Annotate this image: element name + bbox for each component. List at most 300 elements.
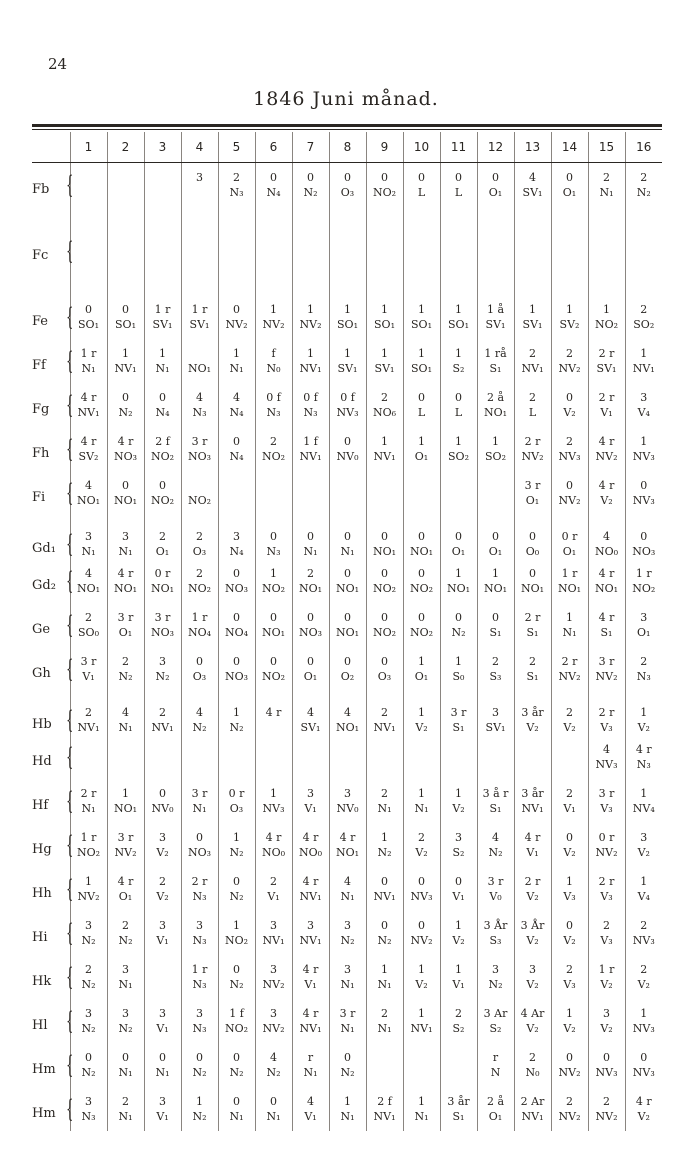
wind-value: NV₃ bbox=[595, 757, 618, 771]
cloud-value: 1 r bbox=[154, 302, 171, 316]
observation-cell bbox=[144, 823, 181, 867]
wind-value bbox=[515, 757, 551, 772]
table-row bbox=[32, 1043, 662, 1087]
wind-value: NV₁ bbox=[299, 1021, 322, 1035]
cloud-value: 1 bbox=[418, 302, 425, 316]
cloud-value: 2 r bbox=[561, 654, 578, 668]
cloud-value: 0 bbox=[418, 918, 425, 932]
observation-cell bbox=[70, 163, 107, 207]
wind-value: N₁ bbox=[377, 1021, 392, 1035]
day-header-16: 16 bbox=[625, 132, 662, 163]
cloud-value: 1 bbox=[159, 346, 166, 360]
observation-cell bbox=[218, 867, 255, 911]
observation-cell bbox=[514, 339, 551, 383]
wind-value: N₁ bbox=[118, 1109, 133, 1123]
observation-cell bbox=[625, 383, 662, 427]
wind-value: V₂ bbox=[600, 977, 613, 991]
observation-cell bbox=[181, 647, 218, 691]
cloud-value: 1 bbox=[381, 434, 388, 448]
observation-cell bbox=[292, 1087, 329, 1131]
observation-cell bbox=[329, 647, 366, 691]
wind-value: NO₂ bbox=[187, 581, 212, 595]
cloud-value: 2 f bbox=[377, 1094, 392, 1108]
cloud-value: 3 r bbox=[191, 786, 208, 800]
row-label-cell bbox=[32, 1087, 74, 1131]
observation-cell bbox=[144, 691, 181, 735]
cloud-value: 1 bbox=[455, 962, 462, 976]
observation-cell bbox=[514, 1043, 551, 1087]
wind-value: N₄ bbox=[229, 405, 244, 419]
wind-value: N₁ bbox=[414, 1109, 429, 1123]
cloud-value: 0 bbox=[233, 302, 240, 316]
cloud-value: 0 bbox=[455, 610, 462, 624]
observation-cell bbox=[181, 559, 218, 603]
observation-cell bbox=[292, 779, 329, 823]
observation-cell bbox=[366, 339, 403, 383]
wind-value: NV₂ bbox=[225, 317, 248, 331]
observation-cell bbox=[107, 735, 144, 779]
station-label: Hb bbox=[32, 716, 52, 732]
observation-cell bbox=[625, 339, 662, 383]
observation-cell bbox=[255, 691, 292, 735]
observation-cell bbox=[403, 163, 440, 207]
observation-cell bbox=[218, 999, 255, 1043]
wind-value: V₂ bbox=[526, 977, 539, 991]
cloud-value: 2 bbox=[529, 1050, 536, 1064]
observation-cell bbox=[107, 471, 144, 515]
wind-value: NV₁ bbox=[299, 449, 322, 463]
observation-cell bbox=[181, 691, 218, 735]
observation-cell bbox=[218, 647, 255, 691]
wind-value: V₂ bbox=[526, 933, 539, 947]
wind-value: V₂ bbox=[415, 720, 428, 734]
wind-value: V₁ bbox=[304, 977, 317, 991]
observation-cell bbox=[255, 427, 292, 471]
observation-cell bbox=[292, 603, 329, 647]
observation-cell bbox=[551, 691, 588, 735]
observation-cell bbox=[107, 339, 144, 383]
cloud-value: 2 bbox=[640, 170, 648, 184]
wind-value: NV₂ bbox=[262, 317, 285, 331]
cloud-value: 4 r bbox=[302, 1006, 319, 1020]
station-label: Ff bbox=[32, 357, 46, 373]
wind-value: NV₂ bbox=[558, 1109, 581, 1123]
wind-value: S₁ bbox=[489, 361, 502, 375]
wind-value: NV₂ bbox=[558, 669, 581, 683]
wind-value bbox=[552, 757, 588, 772]
cloud-value: 0 bbox=[566, 390, 573, 404]
wind-value: NO₂ bbox=[224, 1021, 249, 1035]
observation-cell bbox=[625, 999, 662, 1043]
observation-cell bbox=[329, 339, 366, 383]
day-header-5: 5 bbox=[218, 132, 255, 163]
row-label-cell bbox=[32, 1043, 74, 1087]
cloud-value bbox=[145, 236, 181, 251]
observation-cell bbox=[218, 955, 255, 999]
wind-value: NV₀ bbox=[336, 801, 359, 815]
observation-cell bbox=[255, 1087, 292, 1131]
cloud-value: 4 r bbox=[265, 705, 282, 719]
observation-cell bbox=[440, 779, 477, 823]
wind-value: V₃ bbox=[563, 977, 576, 991]
observation-cell bbox=[551, 339, 588, 383]
observation-cell bbox=[107, 295, 144, 339]
wind-value: S₀ bbox=[452, 669, 465, 683]
cloud-value: 2 r bbox=[80, 786, 97, 800]
observation-cell bbox=[107, 163, 144, 207]
wind-value: N₂ bbox=[266, 1065, 281, 1079]
table-row bbox=[32, 867, 662, 911]
wind-value: S₂ bbox=[489, 1021, 502, 1035]
cloud-value: 0 f bbox=[266, 390, 281, 404]
cloud-value: 0 bbox=[122, 478, 129, 492]
cloud-value: r bbox=[307, 1050, 314, 1064]
observation-cell bbox=[255, 603, 292, 647]
wind-value bbox=[404, 757, 440, 772]
wind-value: N bbox=[490, 1065, 501, 1079]
cloud-value: 3 bbox=[640, 610, 648, 624]
cloud-value bbox=[293, 236, 329, 251]
brace-icon: { bbox=[66, 390, 74, 419]
wind-value: S₁ bbox=[600, 625, 613, 639]
observation-cell bbox=[292, 823, 329, 867]
row-label-cell bbox=[32, 999, 74, 1043]
cloud-value: 4 bbox=[344, 705, 351, 719]
observation-cell bbox=[440, 735, 477, 779]
cloud-value bbox=[293, 742, 329, 757]
wind-value: NV₀ bbox=[151, 801, 174, 815]
wind-value: O₃ bbox=[229, 801, 244, 815]
observation-cell bbox=[551, 647, 588, 691]
wind-value: N₁ bbox=[377, 977, 392, 991]
cloud-value: 4 r bbox=[117, 566, 134, 580]
observation-cell bbox=[255, 163, 292, 207]
cloud-value: 3 r bbox=[117, 610, 134, 624]
observation-cell bbox=[366, 427, 403, 471]
wind-value: N₂ bbox=[229, 1065, 244, 1079]
row-label-cell bbox=[32, 911, 74, 955]
observation-cell bbox=[218, 559, 255, 603]
row-label-cell bbox=[32, 559, 74, 603]
cloud-value: 1 r bbox=[561, 566, 578, 580]
table-row bbox=[32, 207, 662, 295]
cloud-value bbox=[367, 742, 403, 757]
brace-icon: { bbox=[66, 302, 74, 331]
cloud-value: 1 bbox=[122, 786, 129, 800]
cloud-value: 1 bbox=[640, 434, 648, 448]
observation-cell bbox=[329, 735, 366, 779]
cloud-value: 3 bbox=[344, 786, 351, 800]
observation-cell bbox=[514, 427, 551, 471]
observation-cell bbox=[292, 515, 329, 559]
observation-cell bbox=[329, 911, 366, 955]
observation-cell bbox=[440, 427, 477, 471]
wind-value: NV₁ bbox=[521, 801, 544, 815]
observation-cell bbox=[366, 383, 403, 427]
wind-value: NV₁ bbox=[373, 889, 396, 903]
cloud-value: 3 å r bbox=[482, 786, 509, 800]
wind-value: V₂ bbox=[526, 720, 539, 734]
cloud-value: 3 år bbox=[521, 705, 544, 719]
wind-value bbox=[478, 251, 514, 266]
wind-value: SV₁ bbox=[596, 361, 617, 375]
cloud-value: 0 bbox=[196, 830, 203, 844]
cloud-value: 0 bbox=[344, 610, 351, 624]
cloud-value: 3 r bbox=[191, 434, 208, 448]
observation-cell bbox=[440, 515, 477, 559]
cloud-value: 0 bbox=[233, 962, 240, 976]
cloud-value: 1 r bbox=[598, 962, 615, 976]
wind-value: V₄ bbox=[637, 405, 650, 419]
wind-value: N₁ bbox=[155, 361, 170, 375]
station-label: Fc bbox=[32, 247, 49, 263]
wind-value: O₁ bbox=[488, 1109, 503, 1123]
cloud-value bbox=[108, 170, 144, 185]
observation-cell bbox=[551, 471, 588, 515]
cloud-value: 1 bbox=[418, 1006, 425, 1020]
cloud-value: 1 bbox=[640, 874, 648, 888]
observation-cell bbox=[514, 163, 551, 207]
wind-value: N₂ bbox=[118, 669, 133, 683]
wind-value: NO₁ bbox=[187, 361, 212, 375]
wind-value bbox=[552, 251, 588, 266]
observation-cell bbox=[625, 691, 662, 735]
cloud-value: 3 bbox=[85, 918, 92, 932]
observation-cell bbox=[181, 339, 218, 383]
wind-value bbox=[71, 757, 107, 772]
cloud-value: 3 bbox=[603, 1006, 610, 1020]
cloud-value bbox=[515, 742, 551, 757]
cloud-value: 1 bbox=[270, 302, 277, 316]
cloud-value: 0 bbox=[233, 1050, 240, 1064]
observation-cell bbox=[403, 383, 440, 427]
cloud-value: 4 r bbox=[302, 830, 319, 844]
cloud-value: 4 bbox=[529, 170, 536, 184]
wind-value: S₁ bbox=[452, 1109, 465, 1123]
cloud-value: 3 r bbox=[450, 705, 467, 719]
wind-value: O₁ bbox=[562, 544, 577, 558]
station-label: Fg bbox=[32, 401, 50, 417]
wind-value: NO₂ bbox=[261, 449, 286, 463]
observation-cell bbox=[477, 515, 514, 559]
wind-value: V₁ bbox=[452, 889, 465, 903]
cloud-value bbox=[552, 236, 588, 251]
wind-value: NV₁ bbox=[521, 1109, 544, 1123]
observation-cell bbox=[181, 427, 218, 471]
wind-value: S₃ bbox=[489, 669, 502, 683]
observation-cell bbox=[551, 515, 588, 559]
observation-cell bbox=[403, 735, 440, 779]
observation-cell bbox=[292, 295, 329, 339]
observation-cell bbox=[403, 559, 440, 603]
observation-cell bbox=[625, 207, 662, 295]
wind-value: NV₂ bbox=[410, 933, 433, 947]
cloud-value: 1 bbox=[492, 566, 499, 580]
observation-cell bbox=[218, 911, 255, 955]
observation-cell bbox=[366, 999, 403, 1043]
observation-cell bbox=[255, 207, 292, 295]
wind-value: O₁ bbox=[414, 669, 429, 683]
wind-value: NO₂ bbox=[372, 625, 397, 639]
cloud-value: 0 bbox=[344, 170, 351, 184]
cloud-value: 0 bbox=[270, 610, 277, 624]
observation-cell bbox=[588, 735, 625, 779]
wind-value: NO₁ bbox=[76, 581, 101, 595]
observation-cell bbox=[329, 867, 366, 911]
wind-value: NO₀ bbox=[298, 845, 323, 859]
cloud-value: 0 r bbox=[598, 830, 615, 844]
observation-cell bbox=[588, 163, 625, 207]
wind-value: N₃ bbox=[192, 977, 207, 991]
cloud-value: 4 r bbox=[598, 434, 615, 448]
brace-icon: { bbox=[66, 236, 74, 265]
cloud-value: 3 bbox=[233, 529, 240, 543]
observation-cell bbox=[218, 691, 255, 735]
observation-cell bbox=[588, 339, 625, 383]
observation-cell bbox=[588, 427, 625, 471]
observation-cell bbox=[477, 823, 514, 867]
cloud-value: 1 bbox=[307, 346, 314, 360]
cloud-value: 1 bbox=[344, 1094, 351, 1108]
observation-cell bbox=[181, 603, 218, 647]
observation-cell bbox=[329, 1043, 366, 1087]
cloud-value: 3 bbox=[270, 1006, 277, 1020]
wind-value: V₂ bbox=[600, 1021, 613, 1035]
wind-value: NV₃ bbox=[632, 1065, 655, 1079]
wind-value: O₁ bbox=[488, 544, 503, 558]
observation-cell bbox=[181, 867, 218, 911]
wind-value: NO₁ bbox=[557, 581, 582, 595]
observation-cell bbox=[514, 735, 551, 779]
wind-value: N₂ bbox=[488, 977, 503, 991]
wind-value bbox=[478, 493, 514, 508]
cloud-value: 2 bbox=[196, 566, 203, 580]
wind-value: NO₁ bbox=[113, 581, 138, 595]
wind-value bbox=[367, 1065, 403, 1080]
cloud-value: 0 bbox=[603, 1050, 610, 1064]
station-label: Hi bbox=[32, 929, 48, 945]
cloud-value: 1 bbox=[196, 1094, 203, 1108]
observation-cell bbox=[403, 911, 440, 955]
station-label: Hh bbox=[32, 885, 52, 901]
wind-value bbox=[293, 493, 329, 508]
wind-value: N₁ bbox=[81, 801, 96, 815]
wind-value: NO₁ bbox=[76, 493, 101, 507]
observation-cell bbox=[477, 603, 514, 647]
cloud-value: 3 r bbox=[80, 654, 97, 668]
observation-cell bbox=[144, 383, 181, 427]
day-header-8: 8 bbox=[329, 132, 366, 163]
observation-cell bbox=[181, 515, 218, 559]
cloud-value: 0 bbox=[159, 390, 166, 404]
observation-cell bbox=[255, 867, 292, 911]
wind-value: L bbox=[417, 185, 426, 199]
observation-cell bbox=[181, 955, 218, 999]
cloud-value bbox=[71, 236, 107, 251]
wind-value: NO₂ bbox=[261, 669, 286, 683]
cloud-value: 3 r bbox=[154, 610, 171, 624]
wind-value: SV₁ bbox=[374, 361, 395, 375]
cloud-value: 3 bbox=[159, 1006, 166, 1020]
wind-value bbox=[441, 493, 477, 508]
wind-value bbox=[145, 185, 181, 200]
observation-cell bbox=[551, 955, 588, 999]
observation-cell bbox=[440, 339, 477, 383]
observation-cell bbox=[107, 999, 144, 1043]
cloud-value: 1 bbox=[233, 918, 240, 932]
observation-cell bbox=[477, 955, 514, 999]
station-label: Hl bbox=[32, 1017, 48, 1033]
observation-cell bbox=[329, 999, 366, 1043]
wind-value: V₁ bbox=[156, 1109, 169, 1123]
observation-cell bbox=[440, 471, 477, 515]
cloud-value: 4 r bbox=[524, 830, 541, 844]
cloud-value: 2 r bbox=[191, 874, 208, 888]
observation-cell bbox=[292, 735, 329, 779]
cloud-value: 0 bbox=[640, 1050, 648, 1064]
observation-cell bbox=[403, 647, 440, 691]
cloud-value: 3 år bbox=[447, 1094, 470, 1108]
observation-cell bbox=[440, 1087, 477, 1131]
wind-value: NV₁ bbox=[77, 405, 100, 419]
cloud-value: 0 bbox=[233, 874, 240, 888]
observation-cell bbox=[440, 823, 477, 867]
observation-cell bbox=[144, 735, 181, 779]
wind-value: SO₂ bbox=[485, 449, 506, 463]
observation-cell bbox=[403, 427, 440, 471]
observation-cell bbox=[70, 735, 107, 779]
observation-cell bbox=[255, 295, 292, 339]
wind-value bbox=[515, 251, 551, 266]
cloud-value: 0 bbox=[344, 529, 351, 543]
wind-value: NO₁ bbox=[483, 405, 508, 419]
wind-value: NV₁ bbox=[373, 1109, 396, 1123]
wind-value: S₁ bbox=[526, 625, 539, 639]
cloud-value: 0 f bbox=[340, 390, 355, 404]
wind-value: NV₄ bbox=[632, 801, 655, 815]
wind-value: V₂ bbox=[415, 845, 428, 859]
wind-value: O₁ bbox=[155, 544, 170, 558]
cloud-value: 0 bbox=[566, 478, 573, 492]
wind-value: V₂ bbox=[637, 1109, 650, 1123]
wind-value: V₁ bbox=[452, 977, 465, 991]
observation-cell bbox=[218, 823, 255, 867]
wind-value: NV₂ bbox=[558, 1065, 581, 1079]
cloud-value: 2 bbox=[566, 962, 573, 976]
wind-value: NO₂ bbox=[594, 317, 619, 331]
observation-cell bbox=[181, 383, 218, 427]
wind-value bbox=[330, 251, 366, 266]
row-label-cell bbox=[32, 427, 74, 471]
observation-cell bbox=[255, 1043, 292, 1087]
cloud-value: 2 bbox=[159, 705, 166, 719]
day-header-10: 10 bbox=[403, 132, 440, 163]
wind-value: N₂ bbox=[303, 185, 318, 199]
wind-value: NV₃ bbox=[632, 933, 655, 947]
wind-value: NV₃ bbox=[558, 449, 581, 463]
cloud-value: 1 bbox=[566, 302, 573, 316]
cloud-value: 1 bbox=[233, 346, 240, 360]
row-label-cell bbox=[32, 471, 74, 515]
wind-value: NV₃ bbox=[632, 493, 655, 507]
observation-cell bbox=[588, 383, 625, 427]
wind-value: N₁ bbox=[229, 361, 244, 375]
observation-cell bbox=[181, 163, 218, 207]
brace-icon: { bbox=[66, 170, 74, 199]
observation-cell bbox=[477, 1043, 514, 1087]
observation-cell bbox=[440, 955, 477, 999]
wind-value: NV₂ bbox=[299, 317, 322, 331]
